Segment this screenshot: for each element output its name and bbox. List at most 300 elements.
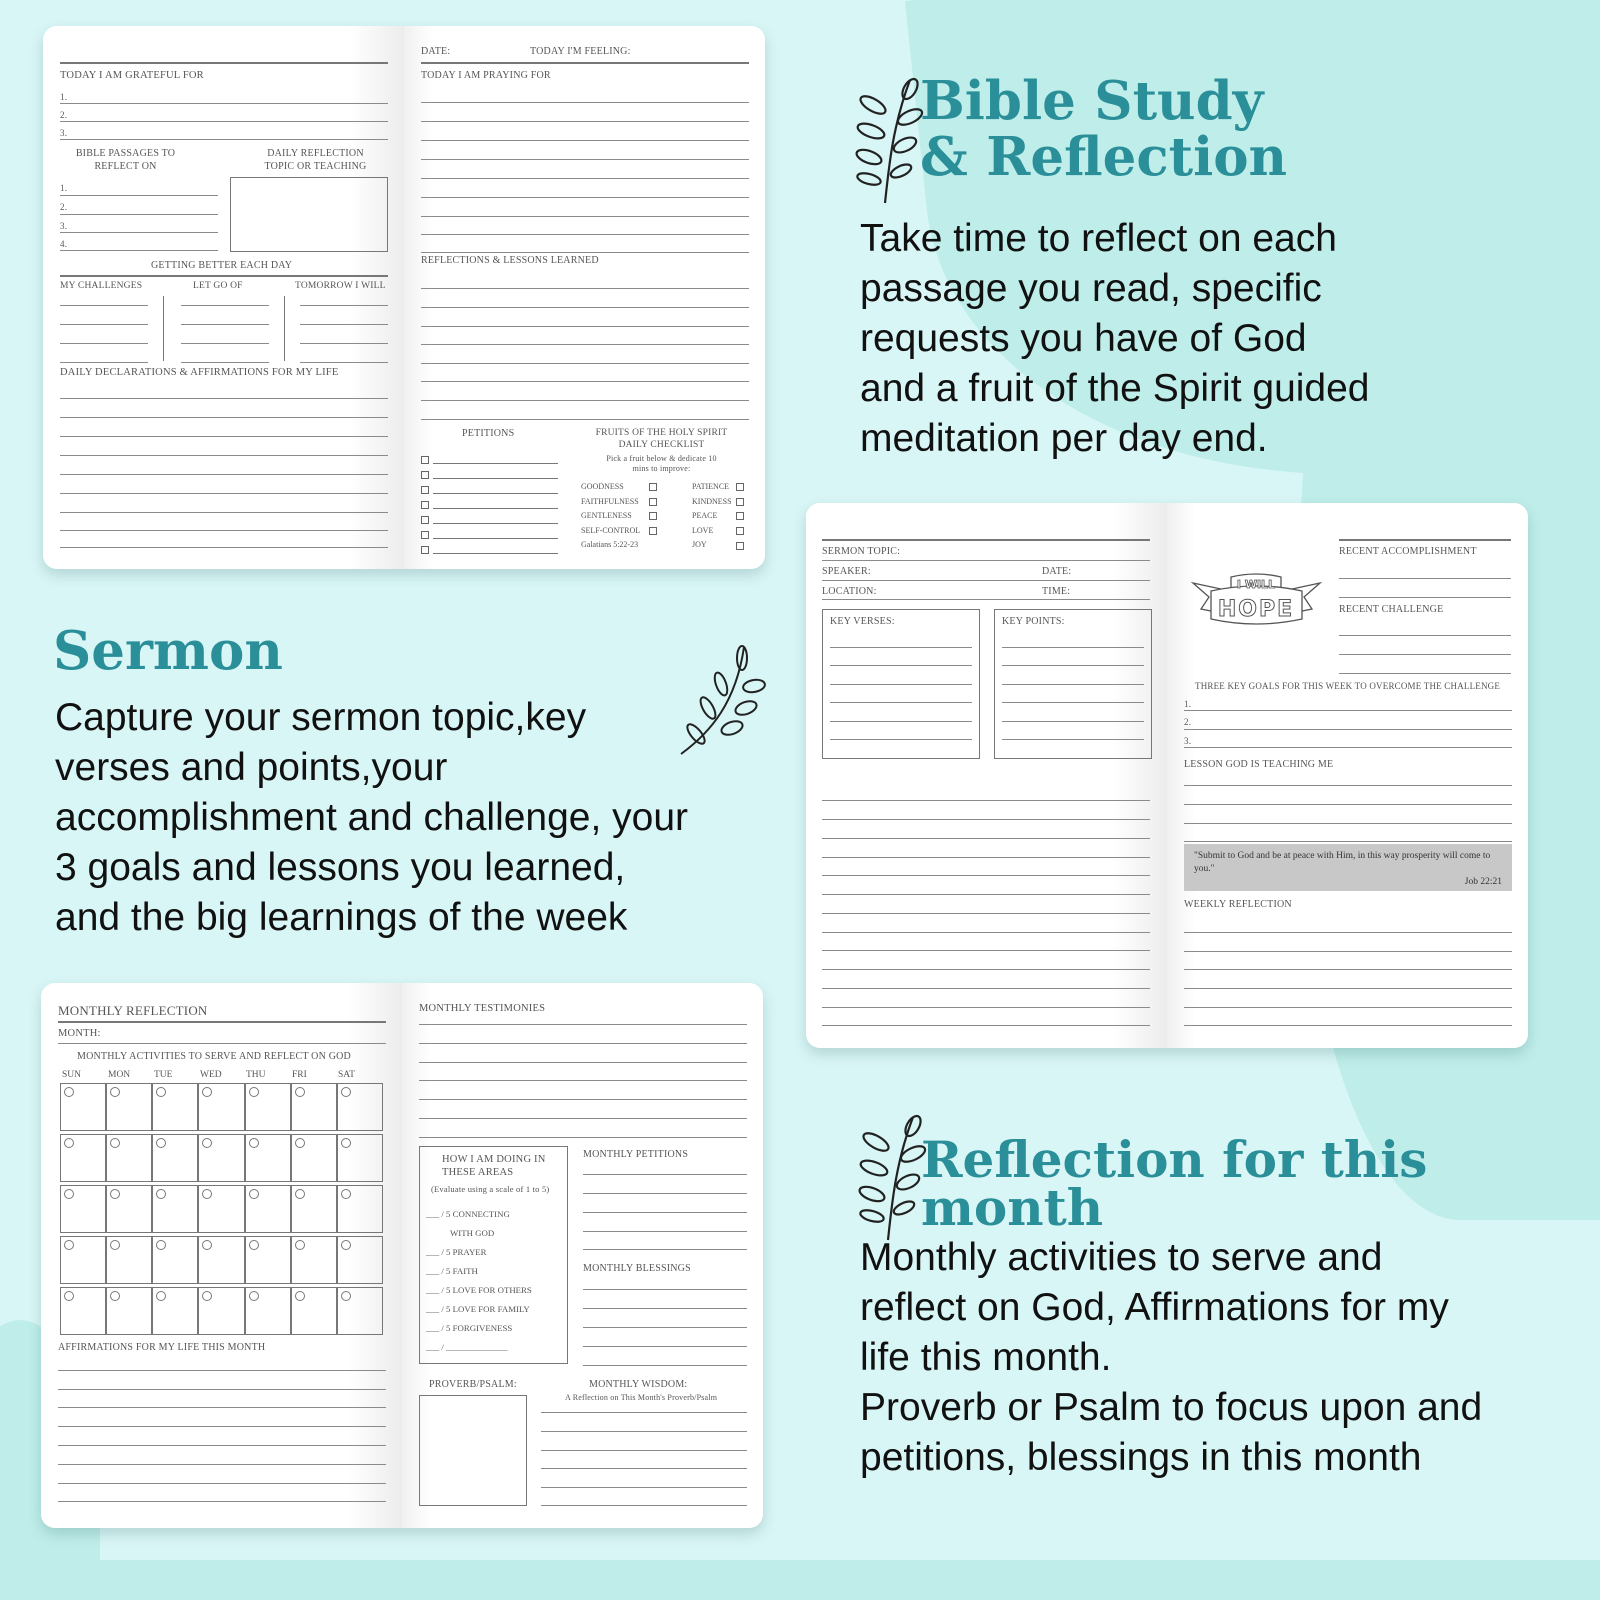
circle-checkbox[interactable] (156, 1138, 166, 1148)
write-line (1339, 597, 1511, 598)
day-header: FRI (292, 1070, 307, 1080)
write-line (822, 819, 1150, 820)
write-line (830, 665, 972, 666)
passages-label: BIBLE PASSAGES TO REFLECT ON (75, 148, 176, 172)
write-line (1184, 988, 1512, 989)
calendar-day-cell[interactable] (198, 1134, 244, 1182)
circle-checkbox[interactable] (341, 1291, 351, 1301)
circle-checkbox[interactable] (64, 1138, 74, 1148)
circle-checkbox[interactable] (156, 1240, 166, 1250)
checkbox[interactable] (649, 512, 657, 520)
write-line (419, 1137, 747, 1138)
area-item[interactable]: ___ / 5 FAITH (426, 1266, 478, 1276)
monthly-description (860, 1233, 1482, 1483)
write-line (583, 1193, 747, 1194)
checkbox[interactable] (736, 483, 744, 491)
checkbox[interactable] (421, 546, 429, 554)
circle-checkbox[interactable] (110, 1240, 120, 1250)
checkbox[interactable] (736, 512, 744, 520)
write-line (419, 1099, 747, 1100)
description-line: 3 goals and lessons you learned, (55, 846, 626, 889)
write-line (583, 1289, 747, 1290)
write-line (181, 362, 269, 363)
write-line (1184, 1025, 1512, 1026)
speaker-field[interactable] (822, 580, 1150, 581)
write-line (822, 838, 1150, 839)
heading-line: month (921, 1178, 1104, 1237)
write-line (421, 400, 749, 401)
key-verses-box[interactable] (822, 609, 980, 759)
column-divider (163, 296, 164, 361)
heading-line: Reflection for this (921, 1130, 1428, 1189)
checkbox[interactable] (421, 516, 429, 524)
circle-checkbox[interactable] (202, 1087, 212, 1097)
divider (1339, 539, 1511, 541)
write-line (822, 950, 1150, 951)
fruit-label: PATIENCE (692, 482, 730, 491)
calendar-day-cell[interactable] (198, 1287, 244, 1335)
circle-checkbox[interactable] (156, 1291, 166, 1301)
verse-reference: Galatians 5:22-23 (581, 540, 639, 550)
write-line (58, 1426, 386, 1427)
calendar-day-cell[interactable] (60, 1287, 106, 1335)
sermon-journal-spread (806, 503, 1528, 1048)
let-go-label: LET GO OF (193, 281, 243, 291)
proverb-box[interactable] (419, 1395, 527, 1506)
checkbox[interactable] (421, 471, 429, 479)
calendar-day-cell[interactable] (60, 1134, 106, 1182)
write-line (421, 419, 749, 420)
write-line (181, 305, 269, 306)
circle-checkbox[interactable] (202, 1240, 212, 1250)
calendar-day-cell[interactable] (198, 1236, 244, 1284)
testimonies-label: MONTHLY TESTIMONIES (419, 1003, 546, 1014)
write-line (1339, 673, 1511, 674)
description-line: petitions, blessings in this month (860, 1436, 1422, 1479)
write-line (1002, 647, 1144, 648)
location-label: LOCATION: (822, 586, 877, 597)
circle-checkbox[interactable] (295, 1189, 305, 1199)
write-line (541, 1450, 747, 1451)
write-line (1184, 932, 1512, 933)
calendar-day-cell[interactable] (245, 1083, 291, 1131)
write-line (1184, 747, 1512, 748)
write-line (421, 197, 749, 198)
write-line (421, 178, 749, 179)
monthly-wisdom-subtitle: A Reflection on This Month's Proverb/Psalm (565, 1393, 718, 1402)
number-label: 2. (1184, 717, 1192, 727)
reflection-topic-label: DAILY REFLECTION TOPIC OR TEACHING (264, 148, 367, 172)
divider (822, 539, 1150, 541)
monthly-right-page (402, 983, 763, 1528)
evaluate-hint: (Evaluate using a scale of 1 to 5) (431, 1184, 550, 1194)
activities-label: MONTHLY ACTIVITIES TO SERVE AND REFLECT ON GOD (77, 1051, 351, 1062)
heading-line: Bible Study (920, 70, 1264, 132)
fruits-title: FRUITS OF THE HOLY SPIRIT DAILY CHECKLIST (595, 428, 728, 450)
divider (60, 62, 388, 64)
checkbox[interactable] (736, 498, 744, 506)
daily-left-page (43, 26, 404, 569)
challenges-label: MY CHALLENGES (60, 281, 143, 291)
sermon-topic-field[interactable] (822, 560, 1150, 561)
write-line (830, 739, 972, 740)
circle-checkbox[interactable] (341, 1138, 351, 1148)
write-line (60, 547, 388, 548)
leaf-branch-icon (858, 1112, 928, 1242)
write-line (1002, 684, 1144, 685)
circle-checkbox[interactable] (249, 1189, 259, 1199)
challenge-label: RECENT CHALLENGE (1339, 604, 1444, 615)
write-line (830, 721, 972, 722)
write-line (58, 1501, 386, 1502)
write-line (1184, 710, 1512, 711)
speaker-label: SPEAKER: (822, 566, 871, 577)
badge-top-text: I WILL (1236, 578, 1276, 591)
description-line: and a fruit of the Spirit guided (860, 367, 1370, 410)
bible-study-heading (920, 70, 1288, 188)
lesson-label: LESSON GOD IS TEACHING ME (1184, 759, 1334, 770)
write-line (181, 324, 269, 325)
write-line (1184, 1007, 1512, 1008)
calendar-day-cell[interactable] (106, 1134, 152, 1182)
write-line (58, 1464, 386, 1465)
write-line (421, 288, 749, 289)
calendar-day-cell[interactable] (337, 1287, 383, 1335)
monthly-left-page (41, 983, 402, 1528)
checkbox[interactable] (421, 456, 429, 464)
write-line (822, 1025, 1150, 1026)
quote-text: "Submit to God and be at peace with Him, in this way prosperity will come to you." (1194, 851, 1491, 874)
circle-checkbox[interactable] (64, 1240, 74, 1250)
circle-checkbox[interactable] (295, 1240, 305, 1250)
write-line (300, 362, 388, 363)
write-line (1184, 729, 1512, 730)
write-line (421, 381, 749, 382)
day-header: SAT (338, 1070, 355, 1080)
calendar-day-cell[interactable] (291, 1236, 337, 1284)
write-line (60, 324, 148, 325)
write-line (1002, 702, 1144, 703)
write-line (419, 1024, 747, 1025)
calendar-day-cell[interactable] (60, 1236, 106, 1284)
circle-checkbox[interactable] (249, 1291, 259, 1301)
write-line (419, 1118, 747, 1119)
location-field[interactable] (822, 599, 1150, 600)
circle-checkbox[interactable] (64, 1291, 74, 1301)
write-line (421, 363, 749, 364)
fruit-label: PEACE (692, 511, 718, 521)
evaluation-areas (426, 1205, 532, 1357)
checkbox[interactable] (649, 483, 657, 491)
circle-checkbox[interactable] (202, 1291, 212, 1301)
calendar-day-cell[interactable] (152, 1287, 198, 1335)
number-label: 3. (1184, 736, 1192, 746)
fruit-label: FAITHFULNESS (581, 496, 639, 506)
date-label: DATE: (1042, 566, 1072, 577)
calendar-day-cell[interactable] (245, 1287, 291, 1335)
area-item[interactable]: ___ / 5 LOVE FOR FAMILY (426, 1304, 530, 1314)
calendar-day-cell[interactable] (106, 1236, 152, 1284)
circle-checkbox[interactable] (341, 1087, 351, 1097)
checkbox[interactable] (736, 542, 744, 550)
write-line (300, 343, 388, 344)
write-line (58, 1389, 386, 1390)
daily-journal-spread (43, 26, 765, 569)
write-line (822, 932, 1150, 933)
i-will-hope-badge-icon (1189, 571, 1324, 633)
circle-checkbox[interactable] (249, 1240, 259, 1250)
accomplishment-label: RECENT ACCOMPLISHMENT (1339, 546, 1477, 557)
write-line (1184, 804, 1512, 805)
sermon-topic-label: SERMON TOPIC: (822, 546, 901, 557)
calendar-day-cell[interactable] (106, 1185, 152, 1233)
write-line (1184, 785, 1512, 786)
circle-checkbox[interactable] (156, 1189, 166, 1199)
area-item[interactable]: ___ / 5 LOVE FOR OTHERS (426, 1285, 532, 1295)
number-label: 2. (60, 110, 68, 120)
sermon-right-page (1167, 503, 1528, 1048)
circle-checkbox[interactable] (341, 1240, 351, 1250)
day-header: MON (108, 1070, 131, 1080)
write-line (822, 988, 1150, 989)
write-line (58, 1407, 386, 1408)
weekly-reflection-label: WEEKLY REFLECTION (1184, 899, 1292, 910)
number-label: 1. (60, 92, 68, 102)
area-item[interactable]: ___ / ______________ (426, 1342, 508, 1352)
write-line (1339, 578, 1511, 579)
monthly-journal-spread (41, 983, 763, 1528)
sermon-heading: Sermon (53, 620, 283, 682)
calendar-day-cell[interactable] (245, 1134, 291, 1182)
write-line (822, 800, 1150, 801)
write-line (1184, 951, 1512, 952)
fruit-label: LOVE (692, 525, 714, 535)
monthly-calendar-grid (60, 1083, 383, 1335)
fruit-label: SELF-CONTROL (581, 525, 641, 535)
reflections-label: REFLECTIONS & LESSONS LEARNED (421, 255, 599, 266)
calendar-day-cell[interactable] (337, 1185, 383, 1233)
circle-checkbox[interactable] (295, 1138, 305, 1148)
circle-checkbox[interactable] (64, 1087, 74, 1097)
write-line (1184, 841, 1512, 842)
praying-label: TODAY I AM PRAYING FOR (421, 70, 551, 81)
write-line (421, 344, 749, 345)
area-item[interactable]: ___ / 5 PRAYER (426, 1247, 487, 1257)
feeling-label: TODAY I'M FEELING: (530, 46, 631, 57)
checkbox[interactable] (421, 486, 429, 494)
month-field[interactable] (58, 1043, 386, 1044)
calendar-day-cell[interactable] (152, 1134, 198, 1182)
circle-checkbox[interactable] (295, 1291, 305, 1301)
circle-checkbox[interactable] (295, 1087, 305, 1097)
calendar-day-cell[interactable] (337, 1236, 383, 1284)
area-item: WITH GOD (450, 1228, 495, 1238)
calendar-day-cell[interactable] (291, 1185, 337, 1233)
write-line (60, 512, 388, 513)
number-label: 1. (1184, 699, 1192, 709)
write-line (583, 1327, 747, 1328)
area-item[interactable]: ___ / 5 CONNECTING (426, 1209, 510, 1219)
number-label: 2. (60, 202, 68, 212)
goals-label: THREE KEY GOALS FOR THIS WEEK TO OVERCOME THE CHALLENGE (1195, 681, 1501, 691)
write-line (58, 1483, 386, 1484)
write-line (421, 102, 749, 103)
write-line (583, 1365, 747, 1366)
monthly-heading (921, 1130, 1428, 1237)
checkbox[interactable] (421, 531, 429, 539)
write-line (60, 103, 388, 104)
write-line (1339, 635, 1511, 636)
quote-reference: Job 22:21 (1464, 876, 1502, 887)
write-line (421, 326, 749, 327)
divider (421, 62, 749, 64)
write-line (60, 250, 218, 251)
write-line (58, 1445, 386, 1446)
write-line (541, 1505, 747, 1506)
circle-checkbox[interactable] (110, 1087, 120, 1097)
key-verses-label: KEY VERSES: (830, 616, 895, 627)
daily-right-page (404, 26, 765, 569)
write-line (60, 305, 148, 306)
fruit-label: GENTLENESS (581, 511, 632, 521)
calendar-day-cell[interactable] (152, 1236, 198, 1284)
calendar-day-cell[interactable] (60, 1083, 106, 1131)
write-line (421, 159, 749, 160)
write-line (421, 216, 749, 217)
calendar-day-cell[interactable] (152, 1083, 198, 1131)
write-line (830, 647, 972, 648)
calendar-day-cell[interactable] (337, 1083, 383, 1131)
description-line: and the big learnings of the week (55, 896, 628, 939)
calendar-day-cell[interactable] (245, 1236, 291, 1284)
write-line (822, 969, 1150, 970)
write-line (60, 362, 148, 363)
calendar-day-cell[interactable] (291, 1083, 337, 1131)
write-line (1002, 721, 1144, 722)
description-line: Monthly activities to serve and (860, 1236, 1383, 1279)
leaf-branch-icon (855, 75, 925, 205)
calendar-day-cell[interactable] (245, 1185, 291, 1233)
write-line (181, 343, 269, 344)
sermon-description (55, 693, 688, 943)
write-line (60, 121, 388, 122)
write-line (822, 913, 1150, 914)
description-line: reflect on God, Affirmations for my (860, 1286, 1449, 1329)
circle-checkbox[interactable] (110, 1291, 120, 1301)
calendar-day-cell[interactable] (291, 1134, 337, 1182)
write-line (830, 684, 972, 685)
write-line (1184, 823, 1512, 824)
leaf-branch-icon (676, 642, 766, 762)
declarations-label: DAILY DECLARATIONS & AFFIRMATIONS FOR MY LIFE (60, 367, 339, 378)
circle-checkbox[interactable] (202, 1189, 212, 1199)
checkbox[interactable] (421, 501, 429, 509)
calendar-day-cell[interactable] (152, 1185, 198, 1233)
write-line (60, 417, 388, 418)
write-line (830, 702, 972, 703)
bible-study-description (860, 214, 1370, 464)
checkbox[interactable] (649, 527, 657, 535)
write-line (58, 1370, 386, 1371)
write-line (60, 232, 218, 233)
calendar-day-cell[interactable] (291, 1287, 337, 1335)
monthly-petitions-label: MONTHLY PETITIONS (583, 1149, 689, 1160)
circle-checkbox[interactable] (249, 1087, 259, 1097)
write-line (60, 398, 388, 399)
write-line (541, 1431, 747, 1432)
write-line (421, 121, 749, 122)
getting-better-label: GETTING BETTER EACH DAY (151, 260, 293, 271)
description-line: requests you have of God (860, 317, 1307, 360)
write-line (822, 857, 1150, 858)
proverb-label: PROVERB/PSALM: (429, 1379, 517, 1390)
write-line (60, 493, 388, 494)
checkbox[interactable] (649, 498, 657, 506)
description-line: meditation per day end. (860, 417, 1268, 460)
bible-quote-box (1184, 844, 1512, 891)
fruits-subtitle: Pick a fruit below & dedicate 10 mins to improve: (606, 454, 717, 473)
calendar-day-cell[interactable] (198, 1083, 244, 1131)
write-line (60, 195, 218, 196)
write-line (583, 1249, 747, 1250)
day-header: TUE (154, 1070, 173, 1080)
area-item[interactable]: ___ / 5 FORGIVENESS (426, 1323, 513, 1333)
month-label: MONTH: (58, 1028, 101, 1039)
circle-checkbox[interactable] (249, 1138, 259, 1148)
write-line (822, 894, 1150, 895)
fruits-left-column (581, 480, 657, 553)
calendar-day-cell[interactable] (198, 1185, 244, 1233)
circle-checkbox[interactable] (110, 1138, 120, 1148)
calendar-day-cell[interactable] (337, 1134, 383, 1182)
how-doing-label: HOW I AM DOING IN THESE AREAS (442, 1154, 546, 1179)
self-evaluation-box (419, 1146, 568, 1364)
description-line: life this month. (860, 1336, 1112, 1379)
write-line (421, 234, 749, 235)
key-points-box[interactable] (994, 609, 1152, 759)
checkbox[interactable] (736, 527, 744, 535)
write-line (1002, 665, 1144, 666)
calendar-day-cell[interactable] (106, 1287, 152, 1335)
circle-checkbox[interactable] (64, 1189, 74, 1199)
write-line (300, 324, 388, 325)
number-label: 4. (60, 239, 68, 249)
write-line (1339, 654, 1511, 655)
write-line (60, 474, 388, 475)
write-line (60, 436, 388, 437)
reflection-topic-box[interactable] (230, 177, 388, 252)
write-line (421, 307, 749, 308)
write-line (60, 214, 218, 215)
time-label: TIME: (1042, 586, 1071, 597)
sermon-left-page (806, 503, 1167, 1048)
description-line: Take time to reflect on each (860, 217, 1337, 260)
write-line (1002, 739, 1144, 740)
calendar-day-cell[interactable] (106, 1083, 152, 1131)
fruit-label: JOY (692, 540, 707, 550)
calendar-day-cell[interactable] (60, 1185, 106, 1233)
circle-checkbox[interactable] (202, 1138, 212, 1148)
circle-checkbox[interactable] (341, 1189, 351, 1199)
circle-checkbox[interactable] (156, 1087, 166, 1097)
write-line (541, 1412, 747, 1413)
fruits-right-column (692, 480, 744, 553)
write-line (822, 875, 1150, 876)
number-label: 3. (60, 221, 68, 231)
write-line (583, 1212, 747, 1213)
fruit-label: GOODNESS (581, 482, 624, 491)
circle-checkbox[interactable] (110, 1189, 120, 1199)
